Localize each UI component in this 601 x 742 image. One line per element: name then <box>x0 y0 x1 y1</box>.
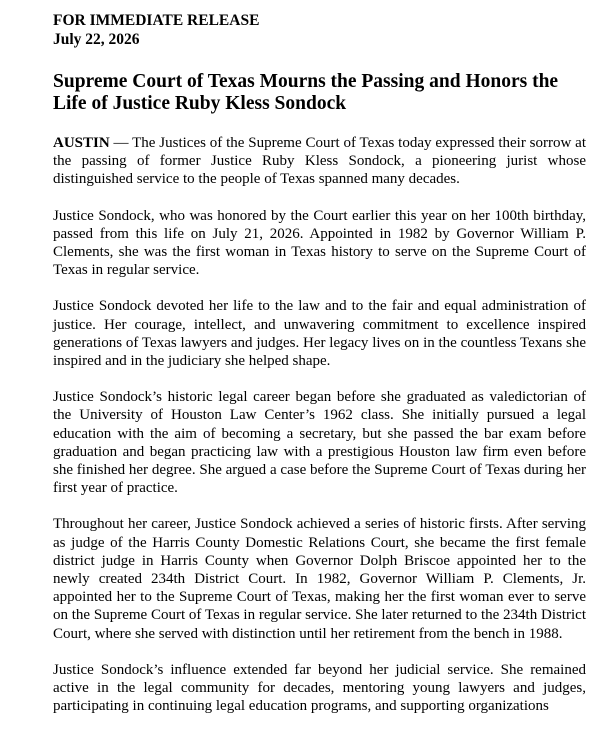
body-paragraph-1: Justice Sondock, who was honored by the Court earlier this year on her 100th birthday, passed from this life on July 21, 2026. Appointed in 1982 by Governor William P. Clements, she was the first woman in Texas history to serve on the Supreme Court of Texas in regular service. <box>53 207 586 279</box>
press-release <box>53 11 586 715</box>
release-label: FOR IMMEDIATE RELEASE <box>53 12 260 29</box>
body-paragraph-4: Throughout her career, Justice Sondock achieved a series of historic firsts. After serving as judge of the Harris County Domestic Relations Court, she became the first female district judge in Harris County when Governor Dolph Briscoe appointed her to the newly created 234th District Court. In 1982, Governor William P. Clements, Jr. appointed her to the Supreme Court of Texas, making her the first woman ever to serve on the Supreme Court of Texas in regular service. She later returned to the 234th District Court, where she served with distinction until her retirement from the bench in 1988. <box>53 516 586 642</box>
body-paragraph-2: Justice Sondock devoted her life to the law and to the fair and equal administration of justice. Her courage, intellect, and unwavering commitment to excellence inspired generations of Texas lawyers and judges. Her legacy lives on in the countless Texans she inspired and in the judiciary she helped shape. <box>53 298 586 370</box>
release-date: July 22, 2026 <box>53 31 140 48</box>
headline: Supreme Court of Texas Mourns the Passing and Honors the Life of Justice Ruby Kless Sondock <box>53 71 559 114</box>
intro-paragraph <box>53 134 586 189</box>
intro-text: The Justices of the Supreme Court of Texas today expressed their sorrow at the passing of former Justice Ruby Kless Sondock, a pioneering jurist whose distinguished service to the people of Texas spanned many decades. <box>53 135 586 188</box>
body-paragraph-5: Justice Sondock’s influence extended far beyond her judicial service. She remained active in the legal community for decades, mentoring young lawyers and judges, participating in continuing legal education programs, and supporting organizations <box>53 661 586 715</box>
dateline-dash: — <box>109 135 133 151</box>
body-paragraph-3: Justice Sondock’s historic legal career began before she graduated as valedictorian of the University of Houston Law Center’s 1962 class. She initially pursued a legal education with the aim of becoming a secretary, but she passed the bar exam before graduation and began practicing law with a prestigious Houston law firm even before she finished her degree. She argued a case before the Supreme Court of Texas during her first year of practice. <box>53 389 586 497</box>
dateline: AUSTIN <box>53 135 110 151</box>
